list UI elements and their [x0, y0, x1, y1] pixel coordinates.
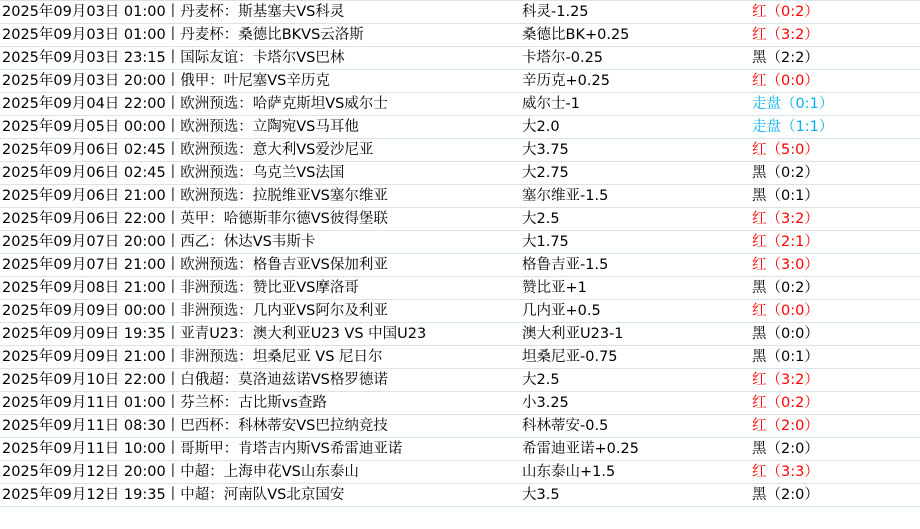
match-description: 2025年09月03日 01:00丨丹麦杯：桑德比BKVS云洛斯 [0, 24, 520, 47]
match-description: 2025年09月06日 02:45丨欧洲预选：乌克兰VS法国 [0, 162, 520, 185]
match-description: 2025年09月12日 19:35丨中超：河南队VS北京国安 [0, 484, 520, 507]
table-row [0, 438, 920, 461]
match-result: 红（3:3） [750, 461, 920, 484]
table-row [0, 346, 920, 369]
table-row [0, 392, 920, 415]
match-result: 红（3:2） [750, 208, 920, 231]
match-result: 黑（2:2） [750, 47, 920, 70]
match-pick: 威尔士-1 [520, 93, 750, 116]
match-pick: 几内亚+0.5 [520, 300, 750, 323]
table-row [0, 323, 920, 346]
table-row [0, 24, 920, 47]
match-result: 红（5:0） [750, 139, 920, 162]
match-pick: 辛历克+0.25 [520, 70, 750, 93]
match-description: 2025年09月06日 22:00丨英甲：哈德斯菲尔德VS彼得堡联 [0, 208, 520, 231]
match-description: 2025年09月09日 19:35丨亚青U23：澳大利亚U23 VS 中国U23 [0, 323, 520, 346]
table-row [0, 47, 920, 70]
match-result: 黑（0:2） [750, 162, 920, 185]
match-description: 2025年09月03日 23:15丨国际友谊：卡塔尔VS巴林 [0, 47, 520, 70]
table-row [0, 70, 920, 93]
match-result: 黑（0:0） [750, 323, 920, 346]
match-result: 走盘（1:1） [750, 116, 920, 139]
match-result: 红（0:2） [750, 392, 920, 415]
match-result: 红（3:2） [750, 24, 920, 47]
match-pick: 卡塔尔-0.25 [520, 47, 750, 70]
match-result: 红（3:0） [750, 254, 920, 277]
match-result: 红（3:2） [750, 369, 920, 392]
match-pick: 澳大利亚U23-1 [520, 323, 750, 346]
match-description: 2025年09月10日 22:00丨白俄超：莫洛迪兹诺VS格罗德诺 [0, 369, 520, 392]
match-pick: 大2.5 [520, 369, 750, 392]
match-pick: 山东泰山+1.5 [520, 461, 750, 484]
table-row [0, 93, 920, 116]
match-result: 红（2:1） [750, 231, 920, 254]
table-row [0, 300, 920, 323]
table-row [0, 461, 920, 484]
match-description: 2025年09月11日 01:00丨芬兰杯：古比斯vs查路 [0, 392, 520, 415]
match-description: 2025年09月06日 21:00丨欧洲预选：拉脱维亚VS塞尔维亚 [0, 185, 520, 208]
table-row [0, 231, 920, 254]
match-description: 2025年09月09日 21:00丨非洲预选：坦桑尼亚 VS 尼日尔 [0, 346, 520, 369]
table-row [0, 139, 920, 162]
match-result: 黑（2:0） [750, 484, 920, 507]
match-description: 2025年09月05日 00:00丨欧洲预选：立陶宛VS马耳他 [0, 116, 520, 139]
match-pick: 大3.5 [520, 484, 750, 507]
table-row [0, 208, 920, 231]
match-description: 2025年09月11日 08:30丨巴西杯：科林蒂安VS巴拉纳竞技 [0, 415, 520, 438]
match-pick: 塞尔维亚-1.5 [520, 185, 750, 208]
match-pick: 科林蒂安-0.5 [520, 415, 750, 438]
match-result: 红（0:0） [750, 300, 920, 323]
match-result: 红（2:0） [750, 415, 920, 438]
match-result: 黑（0:1） [750, 346, 920, 369]
match-pick: 大3.75 [520, 139, 750, 162]
match-result: 黑（2:0） [750, 438, 920, 461]
match-pick: 大2.0 [520, 116, 750, 139]
table-row [0, 185, 920, 208]
match-description: 2025年09月07日 20:00丨西乙：休达VS韦斯卡 [0, 231, 520, 254]
match-description: 2025年09月08日 21:00丨非洲预选：赞比亚VS摩洛哥 [0, 277, 520, 300]
match-description: 2025年09月09日 00:00丨非洲预选：几内亚VS阿尔及利亚 [0, 300, 520, 323]
match-pick: 科灵-1.25 [520, 1, 750, 24]
match-result: 红（0:2） [750, 1, 920, 24]
match-description: 2025年09月03日 01:00丨丹麦杯：斯基塞夫VS科灵 [0, 1, 520, 24]
match-description: 2025年09月04日 22:00丨欧洲预选：哈萨克斯坦VS威尔士 [0, 93, 520, 116]
match-description: 2025年09月06日 02:45丨欧洲预选：意大利VS爱沙尼亚 [0, 139, 520, 162]
match-pick: 小3.25 [520, 392, 750, 415]
match-pick: 桑德比BK+0.25 [520, 24, 750, 47]
match-result: 黑（0:2） [750, 277, 920, 300]
match-pick: 大1.75 [520, 231, 750, 254]
match-description: 2025年09月03日 20:00丨俄甲：叶尼塞VS辛历克 [0, 70, 520, 93]
table-row [0, 369, 920, 392]
match-description: 2025年09月11日 10:00丨哥斯甲：肯塔吉内斯VS希雷迪亚诺 [0, 438, 520, 461]
match-description: 2025年09月07日 21:00丨欧洲预选：格鲁吉亚VS保加利亚 [0, 254, 520, 277]
table-row [0, 1, 920, 24]
match-result: 走盘（0:1） [750, 93, 920, 116]
match-pick: 赞比亚+1 [520, 277, 750, 300]
table-row [0, 277, 920, 300]
match-pick: 大2.5 [520, 208, 750, 231]
match-pick: 坦桑尼亚-0.75 [520, 346, 750, 369]
match-results-body [0, 1, 920, 507]
match-pick: 格鲁吉亚-1.5 [520, 254, 750, 277]
table-row [0, 116, 920, 139]
match-description: 2025年09月12日 20:00丨中超：上海申花VS山东泰山 [0, 461, 520, 484]
table-row [0, 484, 920, 507]
match-pick: 希雷迪亚诺+0.25 [520, 438, 750, 461]
table-row [0, 254, 920, 277]
match-pick: 大2.75 [520, 162, 750, 185]
table-row [0, 162, 920, 185]
table-row [0, 415, 920, 438]
match-result: 黑（0:1） [750, 185, 920, 208]
match-result: 红（0:0） [750, 70, 920, 93]
